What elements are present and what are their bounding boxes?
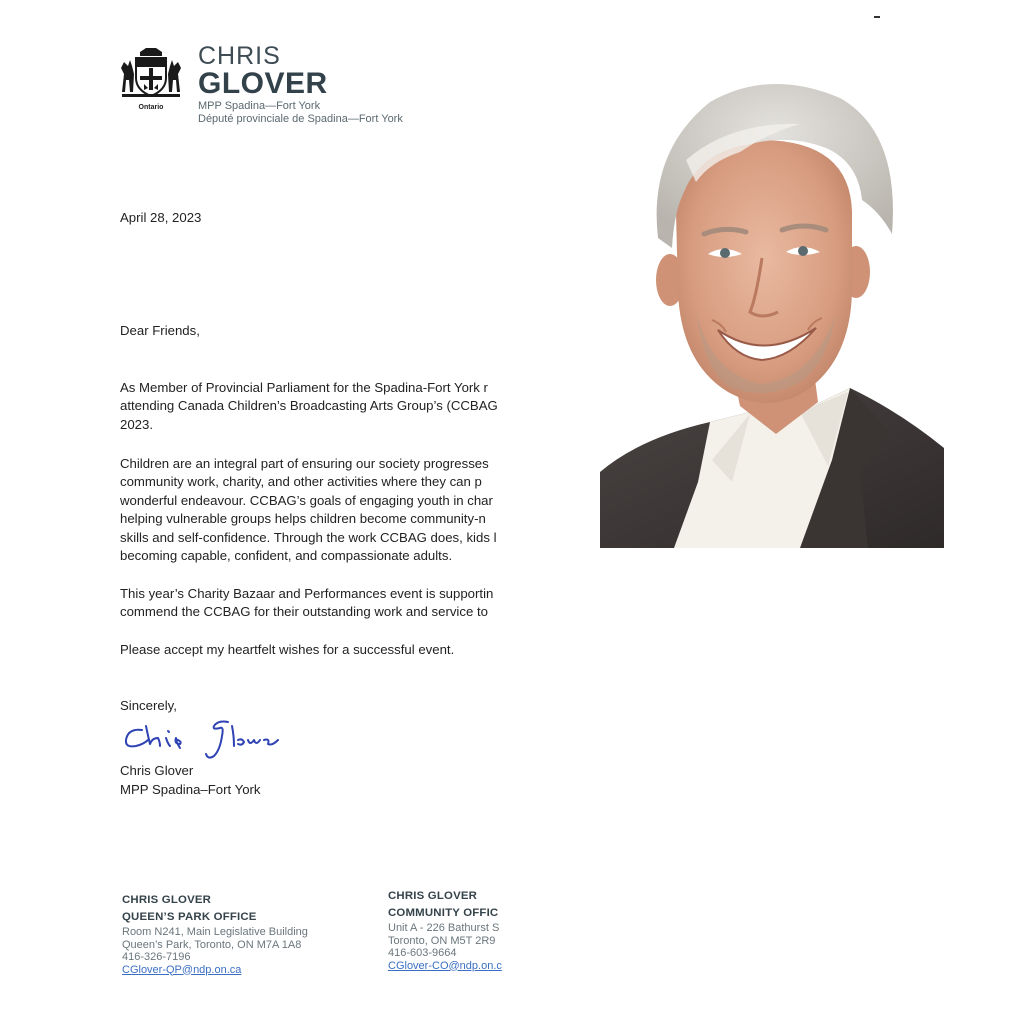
footer-qp-office: QUEEN’S PARK OFFICE: [122, 911, 257, 923]
letter-salutation: Dear Friends,: [120, 323, 200, 338]
letterhead-name: [198, 44, 328, 99]
paragraph-3-line: commend the CCBAG for their outstanding work and service to: [120, 604, 488, 619]
paragraph-1-line: attending Canada Children’s Broadcasting Arts Group’s (CCBAG: [120, 398, 498, 413]
ontario-crest: [118, 44, 184, 116]
portrait-photo: [600, 62, 944, 548]
signer-name: Chris Glover: [120, 763, 194, 778]
paragraph-2-line: community work, charity, and other activities where they can p: [120, 474, 482, 489]
paragraph-1-line: 2023.: [120, 417, 154, 432]
footer-queens-park-office: [122, 892, 308, 977]
letterhead-title-fr: Député provinciale de Spadina—Fort York: [198, 113, 403, 125]
paragraph-1-line: As Member of Provincial Parliament for the Spadina-Fort York r: [120, 380, 488, 395]
letterhead-first-name: CHRIS: [198, 42, 281, 70]
paragraph-2-line: Children are an integral part of ensuring our society progresses: [120, 456, 489, 471]
crest-icon: [118, 44, 184, 104]
footer-co-email-link[interactable]: CGlover-CO@ndp.on.c: [388, 959, 502, 972]
paragraph-3-line: This year’s Charity Bazaar and Performances event is supportin: [120, 586, 494, 601]
signature-mark: [122, 718, 287, 762]
footer-community-office: [388, 888, 514, 973]
footer-co-address-2: Toronto, ON M5T 2R9: [388, 934, 496, 947]
paragraph-2-line: helping vulnerable groups helps children become community-n: [120, 511, 486, 526]
footer-co-phone: 416-603-9664: [388, 947, 457, 959]
letterhead-subtitle: [198, 100, 403, 126]
paragraph-2-line: becoming capable, confident, and compassionate adults.: [120, 548, 453, 563]
scan-mark: [874, 16, 880, 18]
letter-date: April 28, 2023: [120, 210, 202, 225]
letterhead-title-en: MPP Spadina—Fort York: [198, 100, 321, 112]
footer-qp-email-link[interactable]: CGlover-QP@ndp.on.ca: [122, 963, 242, 976]
footer-co-address-1: Unit A - 226 Bathurst S: [388, 922, 500, 934]
paragraph-2-line: wonderful endeavour. CCBAG’s goals of engaging youth in char: [120, 493, 493, 508]
paragraph-2-line: skills and self-confidence. Through the work CCBAG does, kids l: [120, 530, 497, 545]
signer-title: MPP Spadina–Fort York: [120, 782, 261, 797]
letterhead-last-name: GLOVER: [198, 67, 328, 100]
footer-qp-phone: 416-326-7196: [122, 951, 191, 963]
footer-qp-address-2: Queen’s Park, Toronto, ON M7A 1A8: [122, 938, 302, 951]
paragraph-4: Please accept my heartfelt wishes for a successful event.: [120, 642, 455, 657]
portrait-image: [600, 62, 944, 548]
crest-label: Ontario: [138, 104, 164, 111]
letter-closing: Sincerely,: [120, 698, 177, 713]
footer-qp-address-1: Room N241, Main Legislative Building: [122, 926, 308, 938]
footer-co-name: CHRIS GLOVER: [388, 890, 478, 902]
handwritten-signature: [122, 718, 287, 762]
footer-co-office: COMMUNITY OFFIC: [388, 907, 499, 919]
footer-qp-name: CHRIS GLOVER: [122, 894, 212, 906]
